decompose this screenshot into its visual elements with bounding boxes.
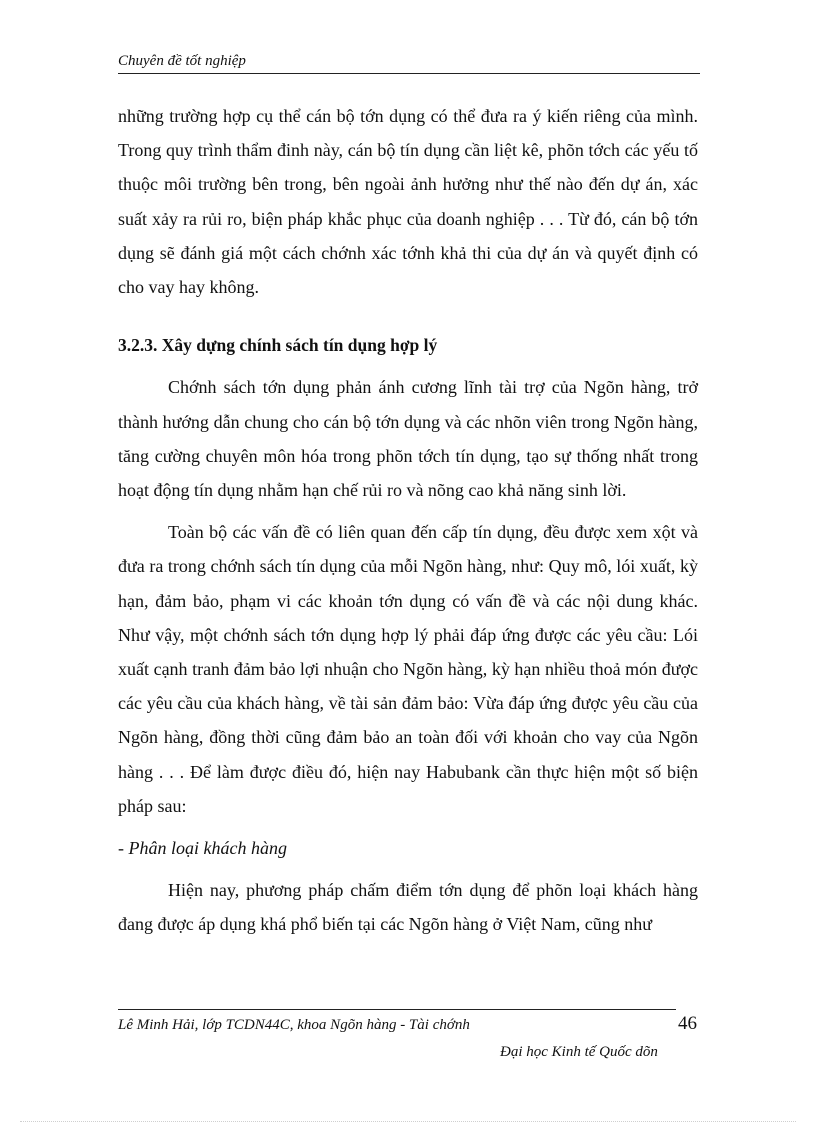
header-divider bbox=[118, 73, 700, 74]
paragraph-credit-policy: Chớnh sách tớn dụng phản ánh cương lĩnh tài trợ của Ngõn hàng, trở thành hướng dẫn chung cho cán bộ tớn dụng và các nhõn viên trong Ngõn hàng, tăng cường chuyên môn hóa trong phõn tớch tín dụng, tạo sự thống nhất trong hoạt động tín dụng nhằm hạn chế rủi ro và nõng cao khả năng sinh lời. bbox=[118, 377, 698, 501]
footer-author: Lê Minh Hải, lớp TCDN44C, khoa Ngõn hàng - Tài chớnh bbox=[118, 1017, 470, 1033]
subitem-customer-classification: - Phân loại khách hàng bbox=[118, 838, 287, 859]
page-body bbox=[118, 99, 698, 942]
footer-divider bbox=[118, 1009, 676, 1010]
page-bottom-edge bbox=[20, 1121, 796, 1122]
running-header: Chuyên đề tốt nghiệp bbox=[118, 53, 246, 69]
paragraph-policy-requirements: Toàn bộ các vấn đề có liên quan đến cấp tín dụng, đều được xem xột và đưa ra trong chớnh sách tín dụng của mỗi Ngõn hàng, như: Quy mô, lói xuất, kỳ hạn, đảm bảo, phạm vi các khoản tớn dụng có vấn đề và các nội dung khác. Như vậy, một chớnh sách tớn dụng hợp lý phải đáp ứng được các yêu cầu: Lói xuất cạnh tranh đảm bảo lợi nhuận cho Ngõn hàng, kỳ hạn nhiều thoả món được các yêu cầu của khách hàng, về tài sản đảm bảo: Vừa đáp ứng được yêu cầu của Ngõn hàng, đồng thời cũng đảm bảo an toàn đối với khoản cho vay của Ngõn hàng . . . Để làm được điều đó, hiện nay Habubank cần thực hiện một số biện pháp sau: bbox=[118, 522, 698, 816]
section-heading: 3.2.3. Xây dựng chính sách tín dụng hợp lý bbox=[118, 335, 438, 356]
paragraph-credit-scoring: Hiện nay, phương pháp chấm điểm tớn dụng để phõn loại khách hàng đang được áp dụng khá phổ biến tại các Ngõn hàng ở Việt Nam, cũng như bbox=[118, 880, 698, 935]
paragraph-continued: những trường hợp cụ thể cán bộ tớn dụng có thể đưa ra ý kiến riêng của mình. Trong quy trình thẩm đinh này, cán bộ tín dụng cần liệt kê, phõn tớch các yếu tố thuộc môi trường bên trong, bên ngoài ảnh hưởng như thế nào đến dự án, xác suất xảy ra rủi ro, biện pháp khắc phục của doanh nghiệp . . . Từ đó, cán bộ tớn dụng sẽ đánh giá một cách chớnh xác tớnh khả thi của dự án và quyết định có cho vay hay không. bbox=[118, 106, 698, 298]
page-number: 46 bbox=[678, 1013, 697, 1034]
footer-school: Đại học Kinh tế Quốc dõn bbox=[500, 1044, 658, 1060]
